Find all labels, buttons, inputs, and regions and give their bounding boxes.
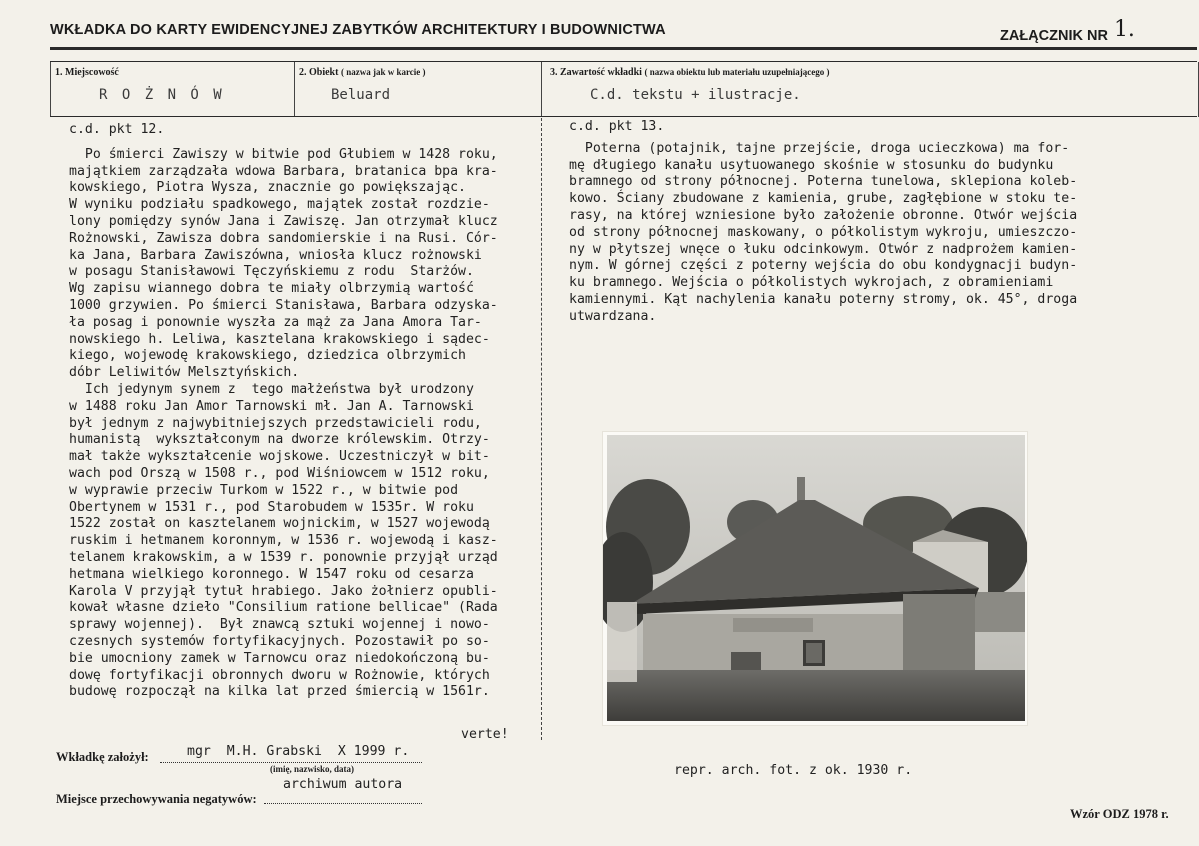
fields-bottom-rule — [50, 116, 1197, 117]
text-line: wach pod Orszą w 1508 r., pod Wiśniowcem w 1512 roku, — [69, 465, 490, 481]
text-line: w posagu Stanisławowi Tęczyńskiemu z rodu Starżów. — [69, 264, 474, 280]
text-line: dowę fortyfikacji obronnych dworu w Rożnowie, których — [69, 667, 490, 683]
text-line: Wg zapisu wiannego dobra te miały olbrzymią wartość — [69, 281, 474, 297]
form-number: Wzór ODZ 1978 r. — [1070, 807, 1169, 821]
text-line: lony pomiędzy synów Jana i Zawiszę. Jan otrzymał klucz — [69, 213, 498, 229]
field-object — [294, 62, 542, 117]
text-line: ka Jana, Barbara Zawiszówna, wniosła klucz rożnowski — [69, 247, 482, 263]
text-line: c.d. pkt 13. — [569, 119, 665, 134]
text-line: 1000 grzywien. Po śmierci Stanisława, Barbara odzyska- — [69, 297, 498, 313]
field-content-label — [550, 67, 829, 78]
text-line: w wyprawie przeciw Turkom w 1522 r., w bitwie pod — [69, 482, 459, 498]
field-place — [50, 62, 295, 117]
text-line: Karola V przyjął tytuł hrabiego. Jako żołnierz opubli- — [69, 583, 498, 599]
text-line: budowę rozpoczął na kilka lat przed śmiercią w 1561r. — [69, 684, 490, 700]
text-line: czesnych systemów fortyfikacyjnych. Pozostawił po so- — [69, 633, 490, 649]
text-line: kowo. Ściany zbudowane z kamienia, grube, zagłębione w stoku te- — [569, 191, 1078, 207]
text-line: nym. W górnej części z poterny wejścia do obu kondygnacji budyn- — [569, 258, 1078, 274]
archival-photo — [603, 432, 1027, 725]
field-object-label-sub: ( nazwa jak w karcie ) — [340, 67, 426, 77]
text-line: humanistą wykształconym na dworze królewskim. Otrzy- — [69, 432, 490, 448]
field-content-label-sub: ( nazwa obiektu lub materiału uzupełniającego ) — [644, 67, 830, 77]
text-line: telanem krakowskim, a w 1539 r. ponownie przyjął urząd — [69, 549, 498, 565]
storage-value: archiwum autora — [283, 777, 403, 792]
text-line: nowskiego h. Leliwa, kasztelana krakowskiego i sądec- — [69, 331, 490, 347]
left-column — [69, 122, 498, 701]
text-line: ła posag i ponownie wyszła za mąż za Jana Amora Tar- — [69, 314, 482, 330]
text-line: ku bramnego. Wejścia o półkolistych wykrojach, z obramieniami — [569, 275, 1054, 291]
text-line: Po śmierci Zawiszy w bitwie pod Głubiem w 1428 roku, — [69, 146, 498, 162]
annex-label — [1000, 17, 1135, 46]
column-divider — [541, 118, 542, 740]
photo-caption: repr. arch. fot. z ok. 1930 r. — [674, 763, 913, 778]
field-place-label: 1. Miejscowość — [55, 67, 119, 78]
text-line: majątkiem zarządzała wdowa Barbara, bratanica bpa kra- — [69, 163, 498, 179]
text-line: hetmana wielkiego koronnego. W 1547 roku od cesarza — [69, 566, 474, 582]
text-line: mał także wykształcenie wojskowe. Uczestniczył w bit- — [69, 449, 490, 465]
text-line: był jednym z najwybitniejszych przedstawicieli rodu, — [69, 415, 482, 431]
verte-note: verte! — [461, 727, 509, 742]
text-line: Ich jedynym synem z tego małżeństwa był urodzony — [69, 381, 474, 397]
text-line: utwardzana. — [569, 308, 657, 324]
text-line: bramnego od strony północnej. Poterna tunelowa, sklepiona koleb- — [569, 174, 1078, 190]
storage-label: Miejsce przechowywania negatywów: — [56, 792, 257, 806]
field-object-value: Beluard — [331, 87, 391, 103]
founder-line — [160, 762, 422, 763]
text-line: Obertynem w 1531 r., pod Starobudem w 1535r. W roku — [69, 499, 474, 515]
text-line: w 1488 roku Jan Amor Tarnowski mł. Jan A. Tarnowski — [69, 398, 474, 414]
founder-value: mgr M.H. Grabski X 1999 r. — [187, 744, 410, 759]
field-content-value: C.d. tekstu + ilustracje. — [590, 87, 801, 103]
text-line: dóbr Leliwitów Melsztyńskich. — [69, 365, 300, 381]
text-line: kował własne dzieło "Consilium ratione bellicae" (Rada — [69, 600, 498, 616]
text-line: sprawy wojennej). Był znawcą sztuki wojennej i nowo- — [69, 617, 490, 633]
text-line: Rożnowski, Zawisza dobra sandomierskie i na Rusi. Cór- — [69, 230, 498, 246]
text-line: kamiennymi. Kąt nachylenia kanału poterny stromy, ok. 45°, droga — [569, 291, 1078, 307]
field-content — [541, 62, 1199, 117]
field-place-value: R O Ż N Ó W — [99, 87, 225, 103]
text-line — [69, 139, 498, 147]
annex-label-text: ZAŁĄCZNIK NR — [1000, 28, 1108, 44]
header-rule — [50, 47, 1197, 50]
annex-number: 1. — [1113, 17, 1135, 42]
text-line: c.d. pkt 12. — [69, 122, 165, 137]
field-object-label — [299, 67, 426, 78]
text-line: Poterna (potajnik, tajne przejście, droga ucieczkowa) ma for- — [569, 140, 1070, 156]
text-line: ny w płytszej wnęce o łuku odcinkowym. Otwór z nadprożem kamien- — [569, 241, 1078, 257]
field-object-label-main: 2. Obiekt — [299, 67, 339, 78]
text-line: od strony północnej maskowany, o półkolistym wykroju, umieszczo- — [569, 224, 1078, 240]
storage-line — [264, 803, 422, 804]
text-line: bie umocniony zamek w Tarnowcu oraz niedokończoną bu- — [69, 650, 490, 666]
founder-sub: (imię, nazwisko, data) — [270, 764, 354, 774]
text-line: ruskim i hetmanem koronnym, w 1536 r. wojewodą i kasz- — [69, 533, 498, 549]
right-column — [569, 119, 1077, 326]
text-line: mę długiego kanału usytuowanego skośnie w stosunku do budynku — [569, 157, 1054, 173]
text-line: kiego, wojewodę krakowskiego, dziedzica olbrzymich — [69, 348, 466, 364]
text-line: rasy, na której wzniesione było założenie obronne. Otwór wejścia — [569, 207, 1078, 223]
text-line: kowskiego, Piotra Wysza, znacznie go powiększając. — [69, 180, 466, 196]
founder-label: Wkładkę założył: — [56, 750, 149, 764]
text-line: W wyniku podziału spadkowego, majątek został rozdzie- — [69, 197, 490, 213]
text-line: 1522 został on kasztelanem wojnickim, w 1527 wojewodą — [69, 516, 490, 532]
page-title: WKŁADKA DO KARTY EWIDENCYJNEJ ZABYTKÓW ARCHITEKTURY I BUDOWNICTWA — [50, 22, 666, 38]
field-content-label-main: 3. Zawartość wkładki — [550, 67, 642, 78]
photograph-icon — [603, 432, 1027, 725]
